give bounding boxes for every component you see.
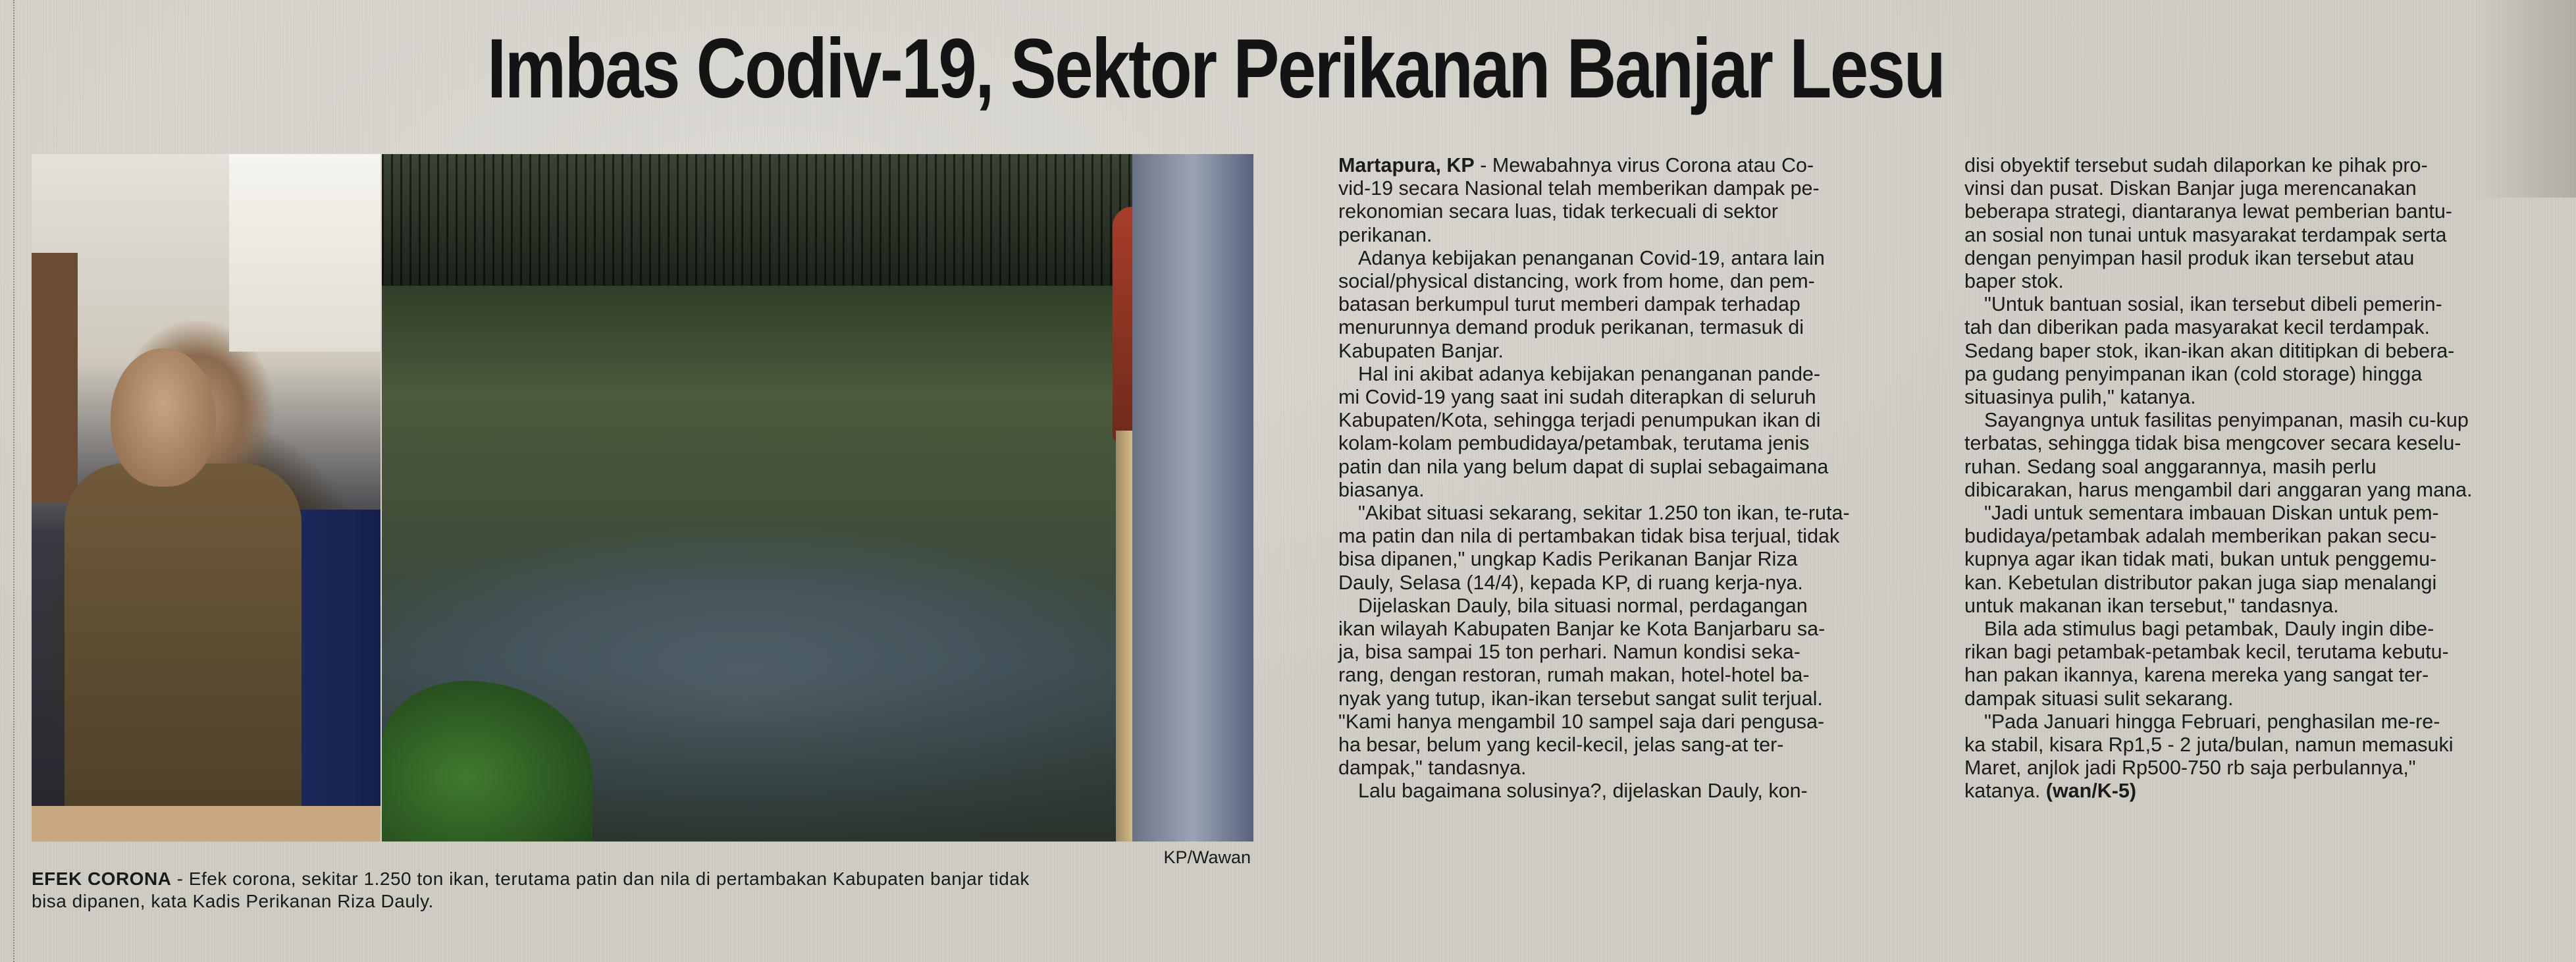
article-line: untuk makanan ikan tersebut," tandasnya. <box>1964 594 2339 617</box>
article-line: tah dan diberikan pada masyarakat kecil terdampak. <box>1964 316 2430 339</box>
article-line: kolam-kolam pembudidaya/petambak, terutama jenis <box>1338 432 1810 455</box>
article-line: kupnya agar ikan tidak mati, bukan untuk penggemu- <box>1964 548 2437 571</box>
article-line: perikanan. <box>1338 223 1433 246</box>
article-line: dampak situasi sulit sekarang. <box>1964 687 2234 710</box>
article-line: bisa dipanen," ungkap Kadis Perikanan Banjar Riza <box>1338 548 1798 571</box>
article-line: Martapura, KP - Mewabahnya virus Corona atau Co- <box>1338 154 1814 176</box>
article-line: biasanya. <box>1338 478 1425 501</box>
article-line: "Untuk bantuan sosial, ikan tersebut dibeli pemerin- <box>1984 293 2442 316</box>
article-column-2 <box>1964 154 2557 957</box>
article-line: ikan wilayah Kabupaten Banjar ke Kota Banjarbaru sa- <box>1338 618 1826 641</box>
article-line: rikan bagi petambak-petambak kecil, terutama kebutu- <box>1964 641 2449 664</box>
article-line: situasinya pulih," katanya. <box>1964 386 2196 409</box>
article-line: an sosial non tunai untuk masyarakat terdampak serta <box>1964 223 2447 246</box>
article-line: han pakan ikannya, karena mereka yang sangat ter- <box>1964 664 2429 687</box>
article-line: Bila ada stimulus bagi petambak, Dauly ingin dibe- <box>1984 618 2434 641</box>
caption-lead: EFEK CORONA <box>32 868 172 889</box>
article-line: social/physical distancing, work from home, dan pem- <box>1338 270 1815 293</box>
article-line: patin dan nila yang belum dapat di suplai sebagaimana <box>1338 455 1829 478</box>
article-line: beberapa strategi, diantaranya lewat pemberian bantu- <box>1964 200 2452 223</box>
article-line: Maret, anjlok jadi Rp500-750 rb saja perbulannya," <box>1964 757 2416 780</box>
article-line: Kabupaten/Kota, sehingga terjadi penumpukan ikan di <box>1338 409 1821 432</box>
article-line: Adanya kebijakan penanganan Covid-19, antara lain <box>1358 246 1825 269</box>
article-line: mi Covid-19 yang saat ini sudah diterapkan di seluruh <box>1338 386 1816 409</box>
article-line: rekonomian secara luas, tidak terkecuali di sektor <box>1338 200 1778 223</box>
article-line: "Jadi untuk sementara imbauan Diskan untuk pem- <box>1984 502 2439 525</box>
article-line: Hal ini akibat adanya kebijakan penanganan pande- <box>1358 362 1821 385</box>
article-headline: Imbas Codiv-19, Sektor Perikanan Banjar Lesu <box>487 22 1945 116</box>
article-line: vinsi dan pusat. Diskan Banjar juga merencanakan <box>1964 177 2417 200</box>
page-edge-perforation <box>0 0 14 962</box>
article-line: "Akibat situasi sekarang, sekitar 1.250 ton ikan, te-ruta- <box>1358 502 1850 525</box>
article-line: nyak yang tutup, ikan-ikan tersebut sangat sulit terjual. <box>1338 687 1823 710</box>
article-line: Kabupaten Banjar. <box>1338 339 1504 362</box>
article-line: katanya. (wan/K-5) <box>1964 780 2137 803</box>
article-line: pa gudang penyimpanan ikan (cold storage) hingga <box>1964 362 2423 385</box>
article-line: kan. Kebetulan distributor pakan juga siap menalangi <box>1964 571 2437 594</box>
article-line: "Kami hanya mengambil 10 sampel saja dari pengusa- <box>1338 710 1825 733</box>
article-line: Dauly, Selasa (14/4), kepada KP, di ruang kerja-nya. <box>1338 571 1803 594</box>
photo-caption <box>32 868 1253 927</box>
article-line: Sayangnya untuk fasilitas penyimpanan, masih cu-kup <box>1984 409 2469 432</box>
article-line: budidaya/petambak adalah memberikan pakan secu- <box>1964 525 2437 548</box>
article-column-1 <box>1338 154 1931 957</box>
article-line: ha besar, belum yang kecil-kecil, jelas sang-at ter- <box>1338 734 1784 757</box>
article-line: ja, bisa sampai 15 ton perhari. Namun kondisi seka- <box>1338 641 1801 664</box>
article-line: ma patin dan nila di pertambakan tidak bisa terjual, tidak <box>1338 525 1840 548</box>
article-line: dibicarakan, harus mengambil dari anggaran yang mana. <box>1964 478 2473 501</box>
article-line: disi obyektif tersebut sudah dilaporkan ke pihak pro- <box>1964 154 2428 176</box>
article-line: rang, dengan restoran, rumah makan, hotel-hotel ba- <box>1338 664 1810 687</box>
article-line: dampak," tandasnya. <box>1338 757 1527 780</box>
photo-official-portrait <box>32 154 381 842</box>
article-line: "Pada Januari hingga Februari, penghasilan me-re- <box>1984 710 2440 733</box>
article-line: ka stabil, kisara Rp1,5 - 2 juta/bulan, namun memasuki <box>1964 734 2454 757</box>
photo-credit: KP/Wawan <box>1163 847 1251 867</box>
article-line: Dijelaskan Dauly, bila situasi normal, perdagangan <box>1358 594 1808 617</box>
dateline: Martapura, KP <box>1338 154 1475 176</box>
article-line: baper stok. <box>1964 270 2064 293</box>
article-line: terbatas, sehingga tidak bisa mengcover secara keselu- <box>1964 432 2461 455</box>
article-line: Lalu bagaimana solusinya?, dijelaskan Dauly, kon- <box>1358 780 1808 803</box>
caption-text-line2: bisa dipanen, kata Kadis Perikanan Riza Dauly. <box>32 891 434 911</box>
article-signoff: (wan/K-5) <box>2045 780 2137 803</box>
caption-text: - Efek corona, sekitar 1.250 ton ikan, terutama patin dan nila di pertambakan Kabupaten banjar tidak <box>171 868 1030 889</box>
photo-fish-pond <box>382 154 1253 842</box>
article-line: batasan berkumpul turut memberi dampak terhadap <box>1338 293 1801 316</box>
article-line: vid-19 secara Nasional telah memberikan dampak pe- <box>1338 177 1820 200</box>
article-line: Sedang baper stok, ikan-ikan akan dititipkan di bebera- <box>1964 339 2455 362</box>
article-line: ruhan. Sedang soal anggarannya, masih perlu <box>1964 455 2377 478</box>
article-line: dengan penyimpan hasil produk ikan tersebut atau <box>1964 246 2415 269</box>
article-line: menurunnya demand produk perikanan, termasuk di <box>1338 316 1804 339</box>
